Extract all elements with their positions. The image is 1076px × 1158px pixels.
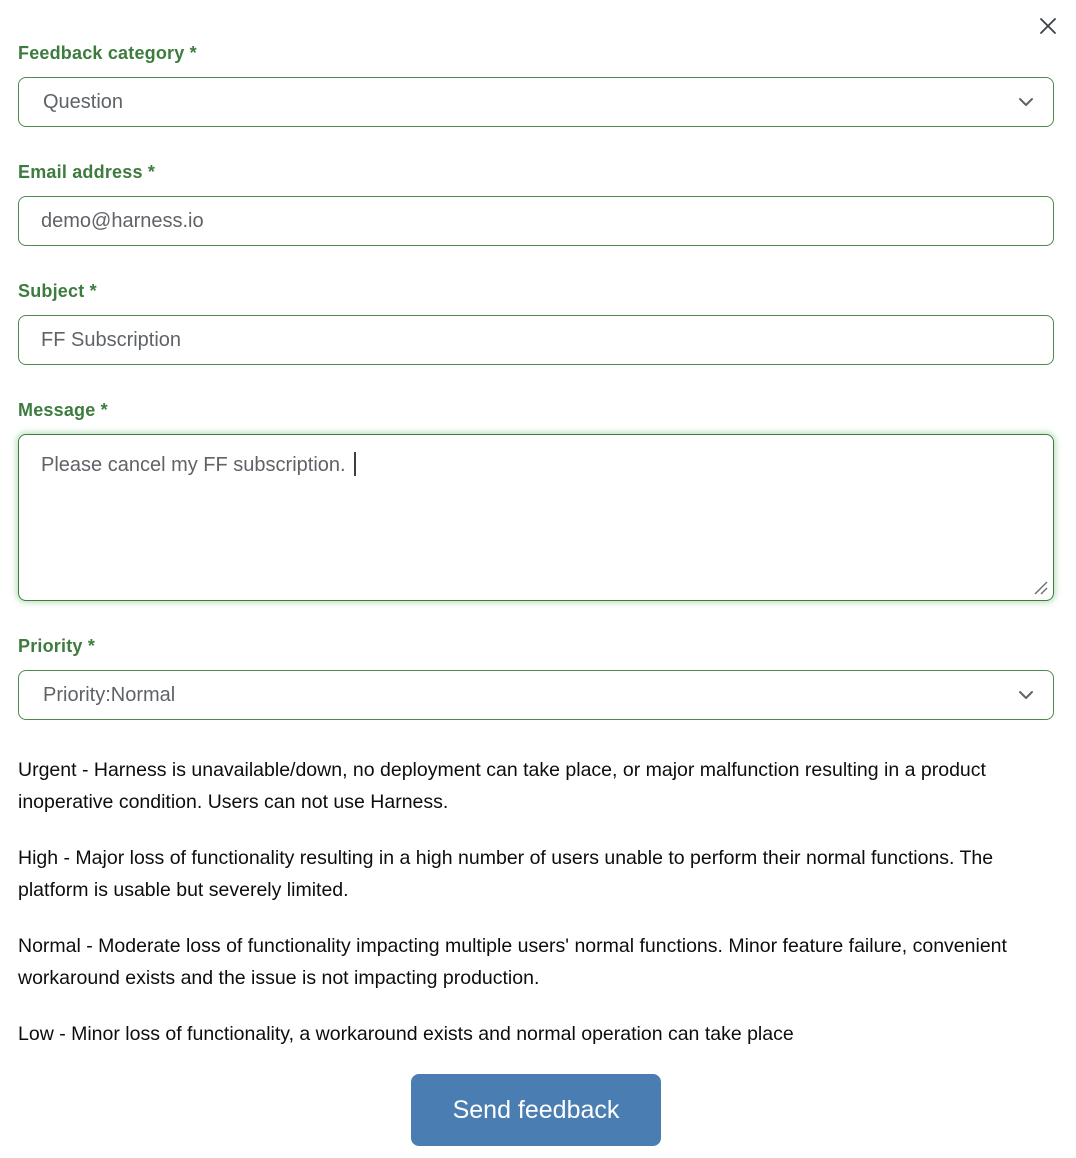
priority-descriptions [18,754,1054,1050]
message-label: Message * [18,400,108,420]
message-group [18,399,1054,601]
feedback-category-select[interactable] [18,77,1054,127]
priority-description-high: High - Major loss of functionality resulting in a high number of users unable to perform their normal functions. The platform is usable but severely limited. [18,847,994,901]
priority-description-normal: Normal - Moderate loss of functionality impacting multiple users' normal functions. Minor feature failure, convenient workaround exists and the issue is not impacting production. [18,935,1007,989]
subject-label: Subject * [18,281,97,301]
feedback-category-label: Feedback category * [18,43,197,63]
chevron-down-icon [1015,684,1037,706]
subject-input[interactable] [18,315,1054,365]
message-textarea[interactable] [18,434,1054,601]
priority-label: Priority * [18,636,96,656]
priority-description-low: Low - Minor loss of functionality, a workaround exists and normal operation can take place [18,1023,794,1045]
email-input[interactable] [18,196,1054,246]
close-icon [1038,16,1058,36]
priority-group [18,635,1054,720]
message-text: Please cancel my FF subscription. [41,454,346,476]
subject-group [18,280,1054,365]
text-cursor [354,452,356,476]
close-button[interactable] [1032,10,1064,42]
priority-select[interactable] [18,670,1054,720]
feedback-category-value: Question [43,90,124,113]
chevron-down-icon [1015,91,1037,113]
email-group [18,161,1054,246]
priority-value: Priority:Normal [43,683,176,706]
send-feedback-button[interactable]: Send feedback [411,1074,661,1146]
priority-description-urgent: Urgent - Harness is unavailable/down, no deployment can take place, or major malfunction resulting in a product inoperative condition. Users can not use Harness. [18,759,986,813]
resize-handle-icon[interactable] [1033,580,1049,596]
feedback-category-group [18,42,1054,127]
email-label: Email address * [18,162,156,182]
